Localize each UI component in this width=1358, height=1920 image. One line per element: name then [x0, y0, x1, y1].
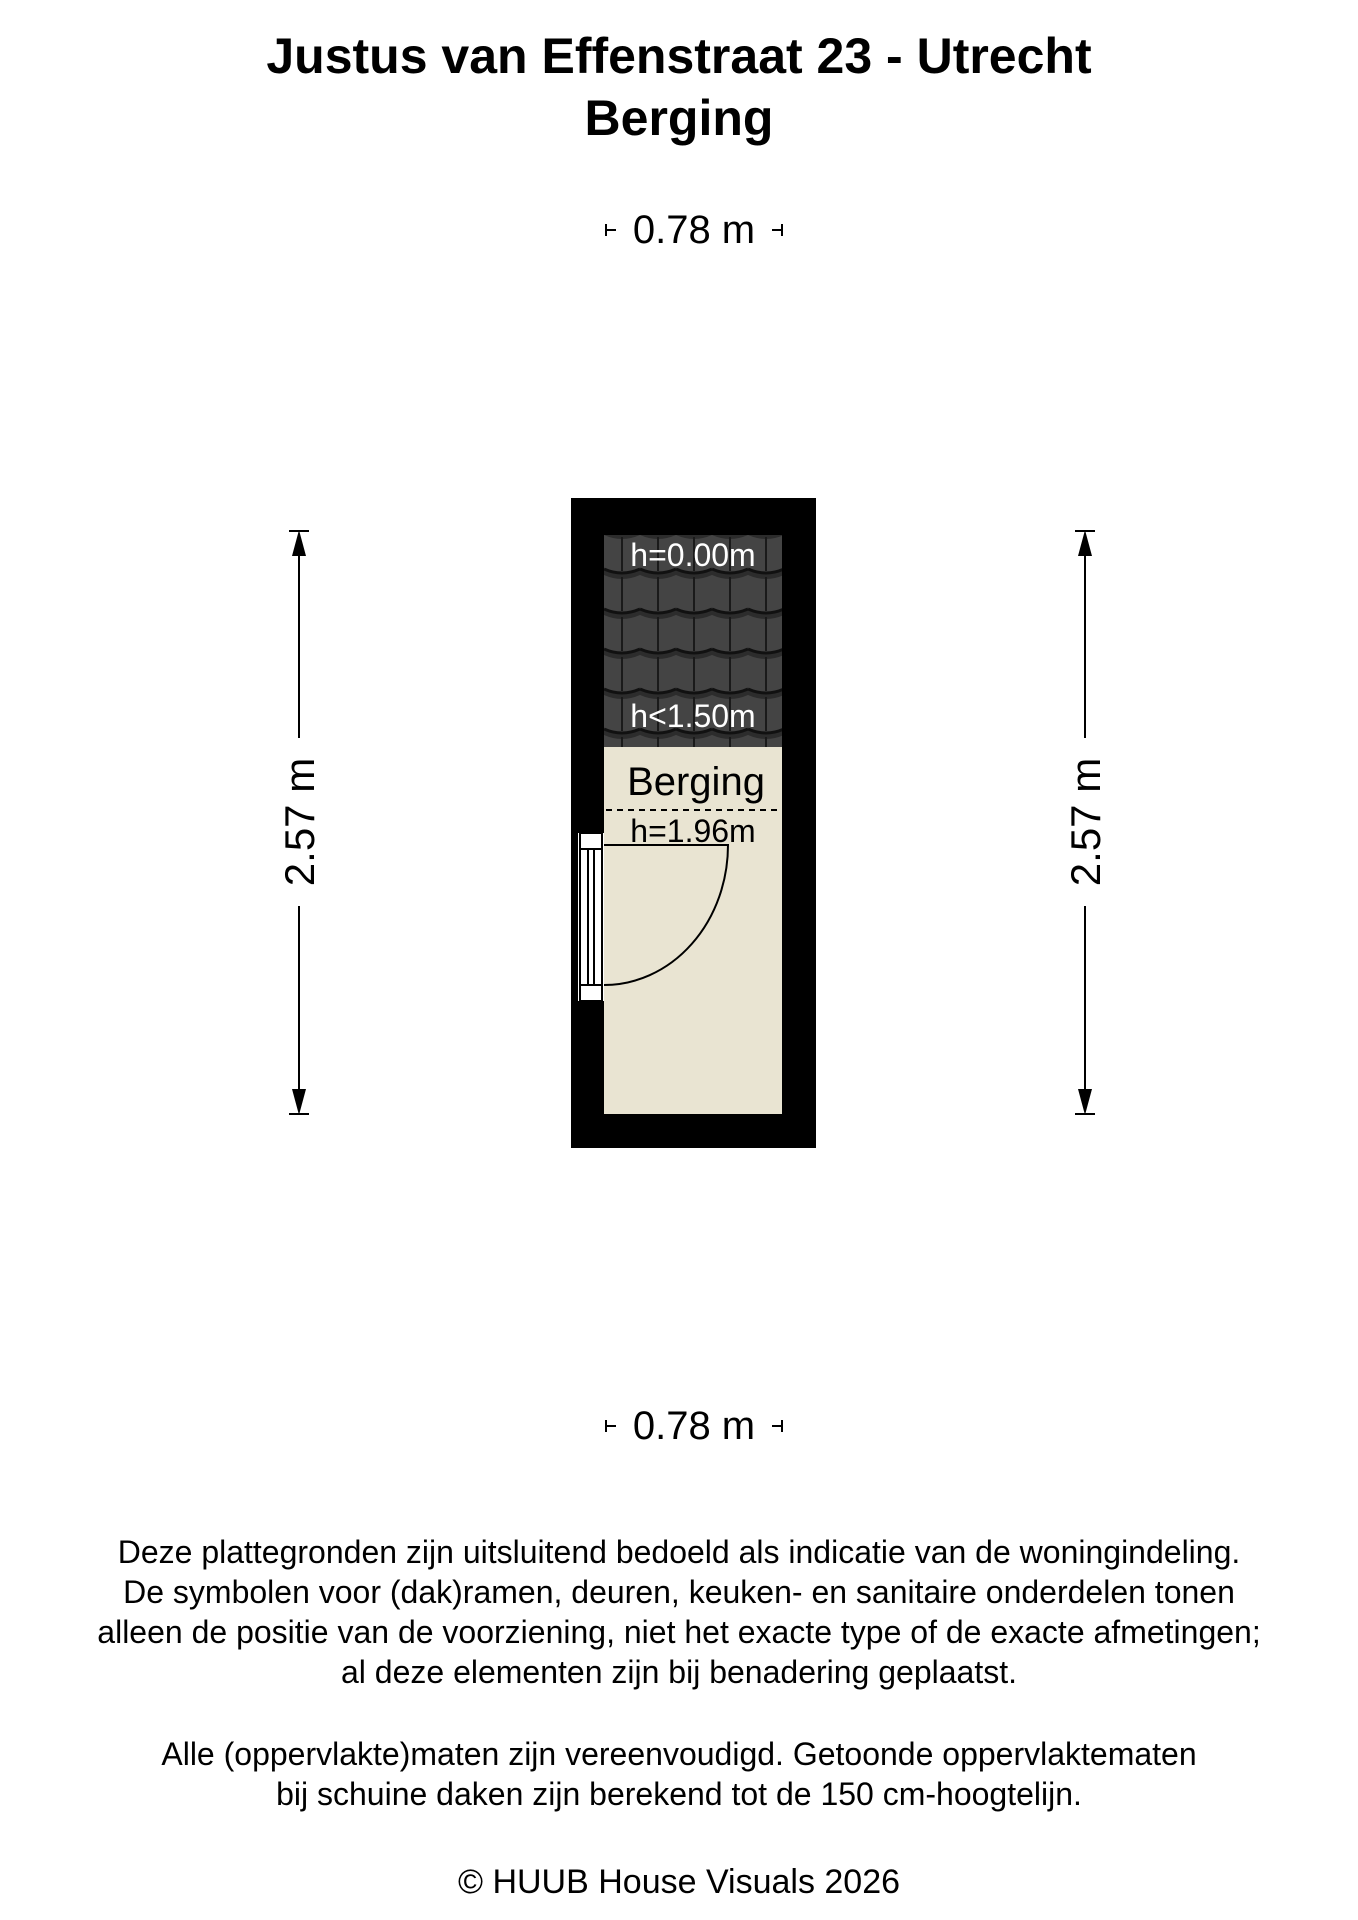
plan-subtitle: Berging: [584, 90, 774, 146]
roof-ridge-label: h=0.00m: [630, 537, 756, 573]
roof-limit-label: h<1.50m: [630, 698, 756, 734]
dimension-right: [1062, 530, 1109, 1115]
disclaimer-line: Deze plattegronden zijn uitsluitend bedoeld als indicatie van de woningindeling.: [117, 1534, 1241, 1570]
disclaimer-line: bij schuine daken zijn berekend tot de 150 cm-hoogtelijn.: [276, 1776, 1082, 1812]
disclaimer-line: al deze elementen zijn bij benadering geplaatst.: [340, 1654, 1017, 1690]
dimension-bottom: [606, 1404, 782, 1448]
dimension-top: [606, 208, 782, 252]
copyright-notice: © HUUB House Visuals 2026: [457, 1863, 901, 1901]
dimension-left-label: 2.57 m: [276, 757, 323, 887]
room-name-label: Berging: [627, 760, 765, 804]
room-height-label: h=1.96m: [630, 813, 756, 849]
dimension-bottom-label: 0.78 m: [632, 1404, 756, 1448]
door-opening: [578, 833, 604, 1001]
disclaimer-paragraph-2: [0, 1734, 1358, 1814]
disclaimer-line: Alle (oppervlakte)maten zijn vereenvoudigd. Getoonde oppervlaktematen: [161, 1736, 1197, 1772]
disclaimer-paragraph-1: [0, 1532, 1358, 1692]
disclaimer-line: De symbolen voor (dak)ramen, deuren, keuken- en sanitaire onderdelen tonen: [123, 1574, 1235, 1610]
disclaimer-line: alleen de positie van de voorziening, niet het exacte type of de exacte afmetingen;: [97, 1614, 1261, 1650]
dimension-top-label: 0.78 m: [632, 208, 756, 252]
dimension-right-label: 2.57 m: [1062, 757, 1109, 887]
dimension-left: [276, 530, 323, 1115]
plan-title: Justus van Effenstraat 23 - Utrecht: [266, 28, 1092, 84]
